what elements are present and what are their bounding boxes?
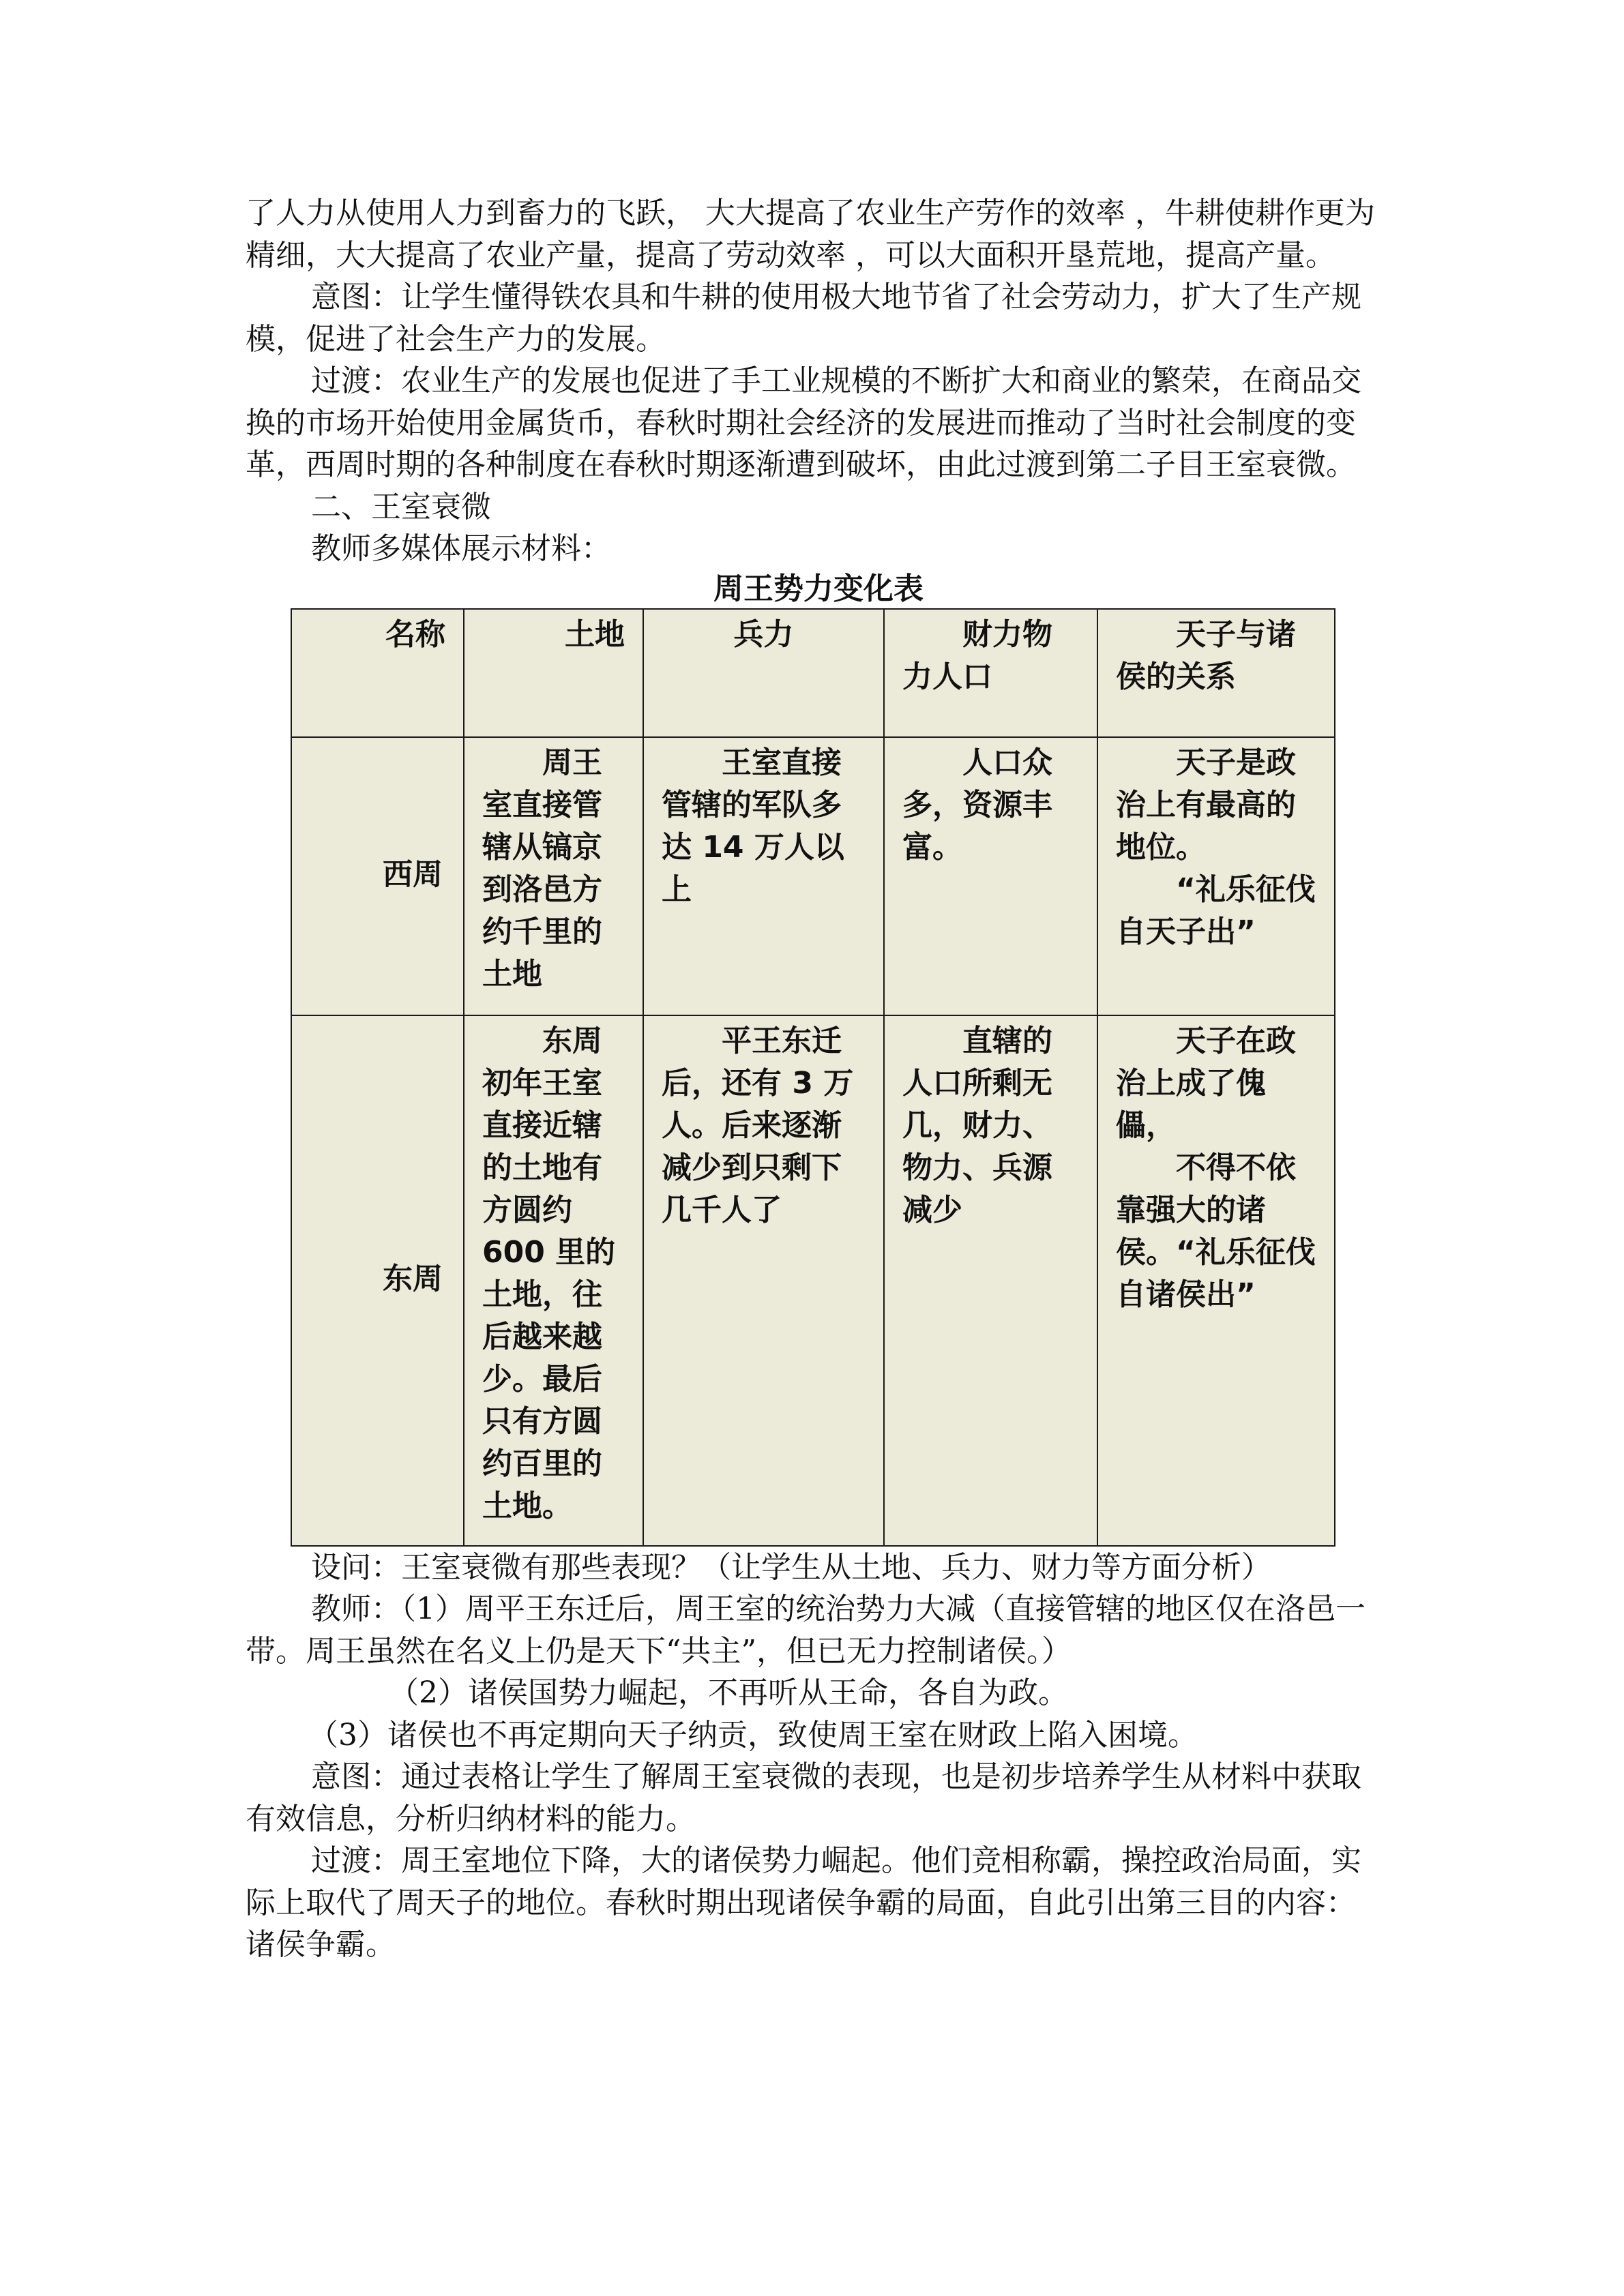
table-row [291, 1015, 1335, 1546]
paragraph-transition-1: 过渡：农业生产的发展也促进了手工业规模的不断扩大和商业的繁荣，在商品交换的市场开始使用金属货币，春秋时期社会经济的发展进而推动了当时社会制度的变革，西周时期的各种制度在春秋时期逐渐遭到破坏，由此过渡到第二子目王室衰微。 [246, 363, 1361, 482]
paragraph-material-intro: 教师多媒体展示材料： [311, 531, 611, 566]
header-name: 名称 [291, 609, 464, 737]
paragraph-transition-2: 过渡：周王室地位下降，大的诸侯势力崛起。他们竞相称霸，操控政治局面，实际上取代了周天子的地位。春秋时期出现诸侯争霸的局面，自此引出第三目的内容：诸侯争霸。 [246, 1843, 1361, 1962]
land-cell: 东周初年王室直接近辖的土地有方圆约 600 里的土地，往后越来越少。最后只有方圆约百里的土地。 [464, 1015, 643, 1546]
period-cell: 东周 [291, 1015, 464, 1546]
relation-cell: 天子是政治上有最高的地位。 “礼乐征伐自天子出” [1097, 737, 1335, 1015]
paragraph-teacher-1: 教师：（1）周平王东迁后，周王室的统治势力大减（直接管辖的地区仅在洛邑一带。周王虽然在名义上仍是天下“共主”，但已无力控制诸侯。） [246, 1592, 1365, 1669]
period-cell: 西周 [291, 737, 464, 1015]
land-cell: 周王室直接管辖从镐京到洛邑方约千里的土地 [464, 737, 643, 1015]
army-cell: 平王东迁后，还有 3 万人。后来逐渐减少到只剩下几千人了 [643, 1015, 884, 1546]
relation-cell: 天子在政治上成了傀儡， 不得不依靠强大的诸侯。“礼乐征伐自诸侯出” [1097, 1015, 1335, 1546]
army-cell: 王室直接管辖的军队多达 14 万人以上 [643, 737, 884, 1015]
paragraph-intent-1: 意图：让学生懂得铁农具和牛耕的使用极大地节省了社会劳动力，扩大了生产规模，促进了社会生产力的发展。 [246, 280, 1361, 357]
header-army: 兵力 [643, 609, 884, 737]
paragraph-question: 设问：王室衰微有那些表现？（让学生从土地、兵力、财力等方面分析） [311, 1549, 1271, 1585]
power-change-table [291, 608, 1335, 1547]
header-relation: 天子与诸侯的关系 [1097, 609, 1335, 737]
wealth-cell: 直辖的人口所剩无几，财力、物力、兵源减少 [884, 1015, 1097, 1546]
paragraph-oxen-plowing: 了人力从使用人力到畜力的飞跃， 大大提高了农业生产劳作的效率 ，牛耕使耕作更为精细，大大提高了农业产量，提高了劳动效率 ，可以大面积开垦荒地，提高产量。 [246, 196, 1375, 273]
table-row [291, 737, 1335, 1015]
paragraph-teacher-2: （2）诸侯国势力崛起，不再听从王命，各自为政。 [389, 1675, 1068, 1710]
wealth-cell: 人口众多，资源丰富。 [884, 737, 1097, 1015]
paragraph-teacher-3: （3）诸侯也不再定期向天子纳贡，致使周王室在财政上陷入困境。 [308, 1717, 1198, 1753]
header-wealth: 财力物力人口 [884, 609, 1097, 737]
paragraph-intent-2: 意图：通过表格让学生了解周王室衰微的表现，也是初步培养学生从材料中获取有效信息，分析归纳材料的能力。 [246, 1759, 1361, 1836]
table-header-row [291, 609, 1335, 737]
section-heading: 二、王室衰微 [311, 489, 491, 524]
document-page [246, 192, 1378, 1966]
table-title: 周王势力变化表 [713, 571, 924, 606]
header-land: 土地 [464, 609, 643, 737]
